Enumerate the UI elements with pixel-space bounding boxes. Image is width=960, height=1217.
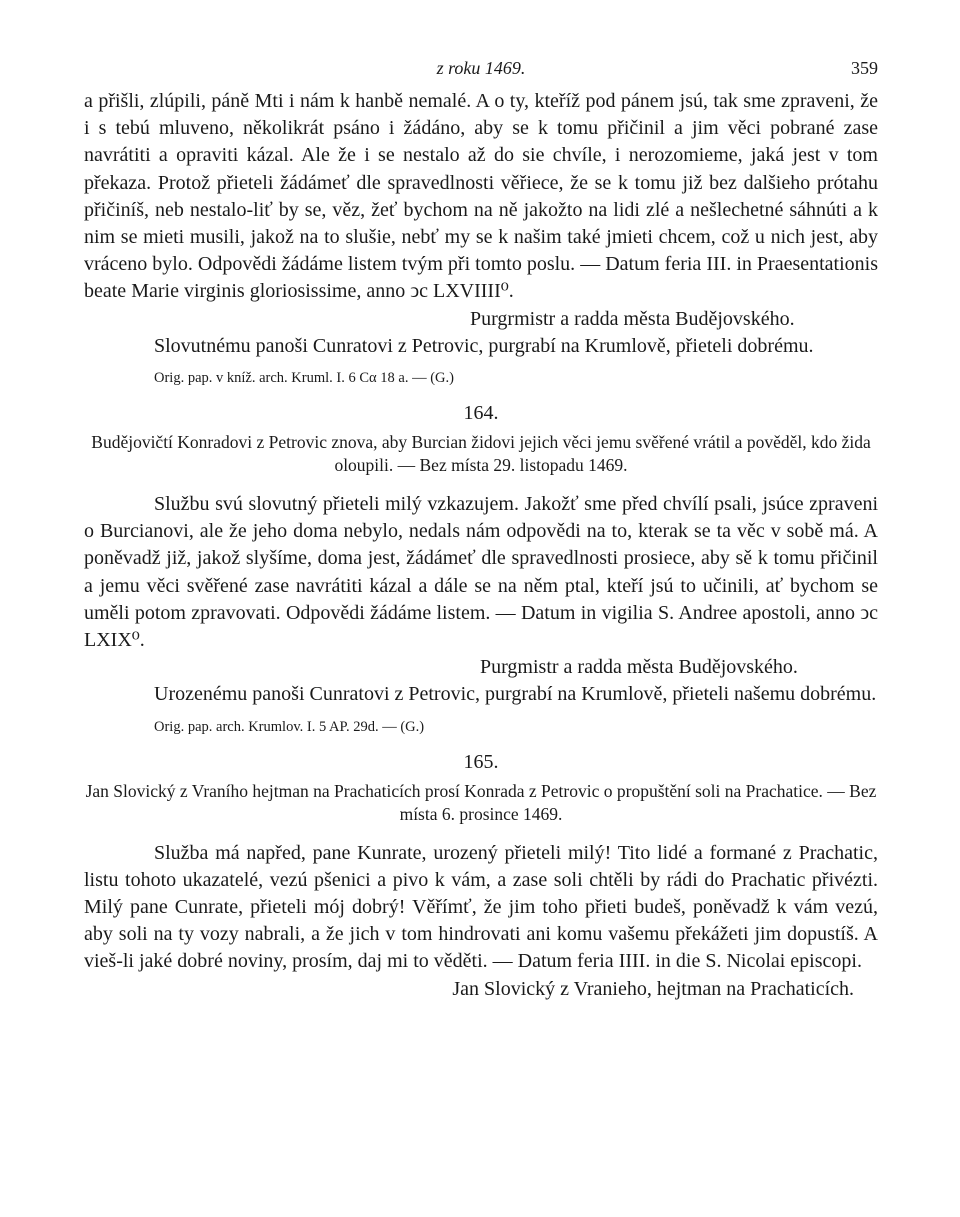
document-164-regest: Budějovičtí Konradovi z Petrovic znova, aby Burcian židovi jejich věci jemu svěřené vrátil a pověděl, kdo žida oloupili. — Bez místa 29. listopadu 1469.: [91, 432, 871, 476]
running-header: [84, 58, 878, 88]
document-163-address: Slovutnému panoši Cunratovi z Petrovic, purgrabí na Krumlově, přieteli dobrému.: [154, 334, 814, 357]
document-164-body: Službu svú slovutný přieteli milý vzkazujem. Jakožť sme před chvílí psali, jsúce zpraveni o Burcianovi, ale že jeho doma nebylo, nedals nám odpovědi na to, kterak se ta věc v sobě má. A poněvadž již, jakož slyšíme, doma jest, žádámeť dle spravedlnosti prosiece, aby sě k tomu přičinil a jemu věci svěřené zase navrátiti kázal a dále se na něm ptal, kteří jsú to učinili, ať bychom se uměli potom zpravovati. Odpovědi žádáme listem. — Datum in vigilia S. Andree apostoli, anno ↄc LXIX⁰.: [84, 493, 878, 652]
document-163-body: a přišli, zlúpili, páně Mti i nám k hanbě nemalé. A o ty, kteříž pod pánem jsú, tak sme zpraveni, že i s tebú mluveno, několikrát psáno i žádáno, aby se k tomu přičinil a jim věci pobrané zase navrátiti a opraviti kázal. Ale že i se nestalo až do sie chvíle, i nerozomieme, jaká jest v tom překaza. Protož přieteli žádámeť dle spravedlnosti věřiece, že se k tomu již bez dalšieho prótahu přičiníš, neb nestalo-liť by se, věz, žeť bychom na ně jakožto na lidi zlé a nešlechetné sáhnúti a k nim se mieti musili, jakož na to slušie, nebť my se k našim také jmieti chcem, což u nich jest, aby vráceno bylo. Odpovědi žádáme listem tvým při tomto poslu. — Datum feria III. in Praesentationis beate Marie virginis gloriosissime, anno ↄc LXVIIII⁰.: [84, 90, 878, 303]
page-number: 359: [851, 58, 878, 78]
page: [84, 58, 878, 1003]
document-165-number: 165.: [463, 750, 499, 773]
document-165-body: Služba má napřed, pane Kunrate, urozený přieteli milý! Tito lidé a formané z Prachatic, listu tohoto ukazatelé, vezú pšenici a pivo k vám, a zase soli chtěli by rádi do Prachatic přivézti. Milý pane Cunrate, přieteli mój dobrý! Věřímť, že jim toho přieti budeš, poněvadž k vám vezú, aby soli na ty vozy nabrali, a že jich v tom hindrovati ani komu vašemu překážeti jim dopustíš. A vieš-li jaké dobré noviny, prosím, daj mi to věděti. — Datum feria IIII. in die S. Nicolai episcopi.: [84, 841, 878, 973]
document-164-address: Urozenému panoši Cunratovi z Petrovic, purgrabí na Krumlově, přieteli našemu dobrému.: [154, 683, 877, 706]
document-164-signature: Purgmistr a radda města Budějovského.: [480, 656, 798, 679]
document-165-regest: Jan Slovický z Vraního hejtman na Prachaticích prosí Konrada z Petrovic o propuštění soli na Prachatice. — Bez místa 6. prosince 1469.: [85, 780, 877, 824]
running-title: z roku 1469.: [436, 58, 526, 78]
document-164-source-note: Orig. pap. arch. Krumlov. I. 5 AP. 29d. — (G.): [154, 718, 425, 735]
document-163-source-note: Orig. pap. v kníž. arch. Kruml. I. 6 Cα 18 a. — (G.): [154, 370, 454, 387]
document-165-signature: Jan Slovický z Vranieho, hejtman na Prachaticích.: [452, 977, 854, 1000]
document-163-signature: Purgrmistr a radda města Budějovského.: [470, 307, 795, 330]
document-164-number: 164.: [463, 402, 499, 425]
